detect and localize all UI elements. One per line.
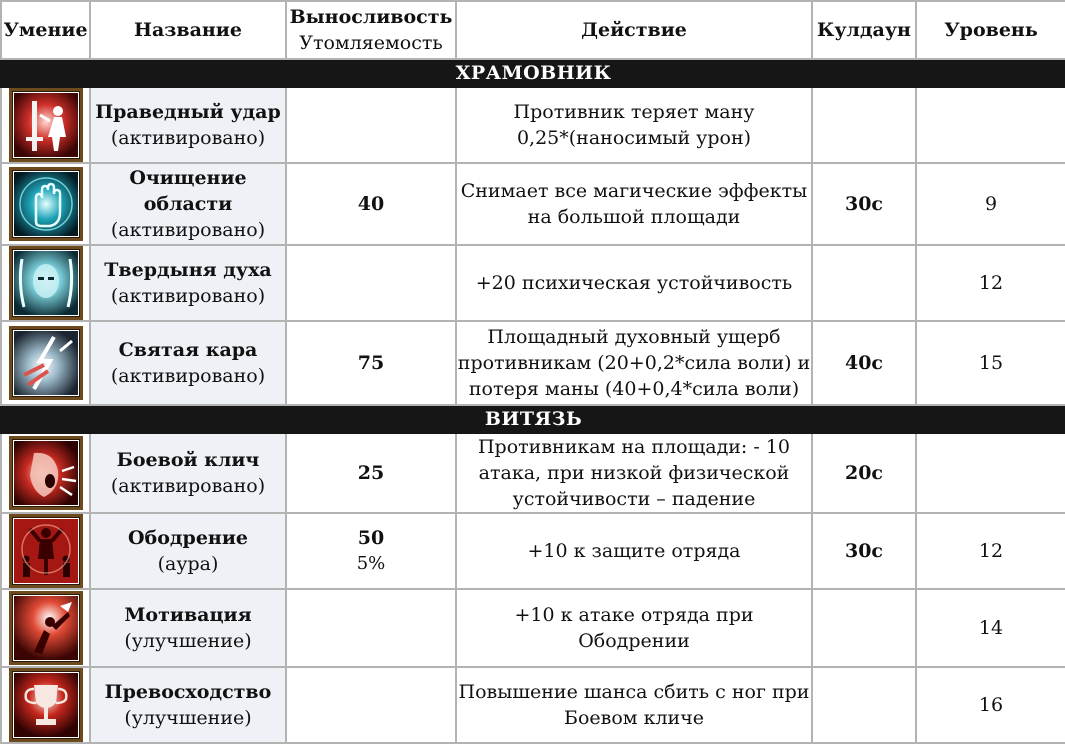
section-header-row [1, 59, 1065, 87]
skill-type: (активировано) [110, 365, 266, 387]
skill-name: Превосходство [104, 681, 272, 703]
section-title: ВИТЯЗЬ [1, 405, 1065, 433]
stamina-cell [286, 245, 456, 321]
stamina-cell [286, 589, 456, 667]
action-cell [456, 245, 812, 321]
skill-name: Твердыня духа [104, 259, 272, 281]
encouragement-icon [9, 514, 83, 588]
action-line: Площадный духовный ущерб [487, 326, 781, 348]
skill-name-cell [90, 321, 286, 405]
header-row [1, 1, 1065, 59]
level-cell: 12 [916, 245, 1065, 321]
table-row [1, 87, 1065, 163]
stamina-cell [286, 163, 456, 245]
skill-name: Мотивация [124, 604, 252, 626]
skill-icon-cell [1, 433, 90, 513]
action-line: потеря маны (40+0,4*сила воли) [468, 378, 800, 400]
stamina-value: 25 [357, 462, 385, 484]
table-row [1, 245, 1065, 321]
col-cooldown: Кулдаун [812, 1, 916, 59]
skill-name: Боевой клич [116, 449, 260, 471]
level-cell: 9 [916, 163, 1065, 245]
cooldown-cell [812, 589, 916, 667]
table-row [1, 433, 1065, 513]
level-cell [916, 87, 1065, 163]
skill-type: (активировано) [110, 127, 266, 149]
action-line: Противникам на площади: - 10 [477, 436, 791, 458]
col-fatigue-label: Утомляемость [299, 32, 443, 54]
stamina-cell [286, 87, 456, 163]
level-cell: 15 [916, 321, 1065, 405]
skill-icon-cell [1, 589, 90, 667]
spirit-fortress-icon [9, 246, 83, 320]
action-cell [456, 321, 812, 405]
skill-name: Ободрение [127, 527, 249, 549]
fatigue-value: 5% [356, 553, 386, 574]
action-cell [456, 589, 812, 667]
section-header-row [1, 405, 1065, 433]
motivation-icon [9, 591, 83, 665]
skill-type: (аура) [157, 553, 219, 575]
table-row [1, 163, 1065, 245]
righteous-strike-icon [9, 88, 83, 162]
action-cell [456, 667, 812, 743]
table-row [1, 513, 1065, 589]
stamina-value: 40 [357, 193, 385, 215]
col-level: Уровень [916, 1, 1065, 59]
action-cell [456, 513, 812, 589]
skill-icon-cell [1, 87, 90, 163]
skill-name-cell [90, 245, 286, 321]
skill-icon-cell [1, 513, 90, 589]
action-line: Боевом кличе [563, 707, 704, 729]
cooldown-cell [812, 667, 916, 743]
table-row [1, 667, 1065, 743]
action-line: атака, при низкой физической [478, 462, 790, 484]
col-stamina [286, 1, 456, 59]
skill-type: (активировано) [110, 285, 266, 307]
action-line: противникам (20+0,2*сила воли) и [457, 352, 811, 374]
action-cell [456, 87, 812, 163]
skill-name: Святая кара [118, 339, 258, 361]
action-line: +10 к атаке отряда при Ободрении [514, 604, 754, 652]
table-row [1, 321, 1065, 405]
level-cell: 14 [916, 589, 1065, 667]
stamina-value: 75 [357, 352, 385, 374]
skill-name-cell [90, 589, 286, 667]
skill-name: области [143, 193, 233, 215]
cooldown-cell [812, 87, 916, 163]
level-cell [916, 433, 1065, 513]
action-line: 0,25*(наносимый урон) [516, 127, 752, 149]
skill-name: Очищение [129, 167, 247, 189]
cooldown-cell: 30с [812, 163, 916, 245]
action-line: Снимает все магические эффекты [460, 180, 808, 202]
skill-icon-cell [1, 245, 90, 321]
superiority-icon [9, 668, 83, 742]
col-action: Действие [456, 1, 812, 59]
cooldown-cell: 20с [812, 433, 916, 513]
stamina-cell [286, 667, 456, 743]
skill-icon-cell [1, 321, 90, 405]
col-name: Название [90, 1, 286, 59]
action-line: устойчивости – падение [512, 488, 756, 510]
skill-name: Праведный удар [95, 101, 281, 123]
stamina-cell [286, 513, 456, 589]
stamina-cell [286, 321, 456, 405]
cooldown-cell: 40с [812, 321, 916, 405]
skill-name-cell [90, 163, 286, 245]
table-row [1, 589, 1065, 667]
action-line: +10 к защите отряда [527, 540, 741, 562]
cooldown-cell [812, 245, 916, 321]
action-line: Противник теряет ману [513, 101, 755, 123]
action-cell [456, 433, 812, 513]
action-line: на большой площади [527, 206, 741, 228]
action-line: Повышение шанса сбить с ног при [458, 681, 810, 703]
level-cell: 16 [916, 667, 1065, 743]
skill-name-cell [90, 667, 286, 743]
skill-type: (активировано) [110, 219, 266, 241]
action-line: +20 психическая устойчивость [475, 272, 793, 294]
stamina-value: 50 [357, 527, 385, 549]
skill-icon-cell [1, 163, 90, 245]
level-cell: 12 [916, 513, 1065, 589]
action-cell [456, 163, 812, 245]
skill-name-cell [90, 433, 286, 513]
skill-name-cell [90, 513, 286, 589]
skill-type: (активировано) [110, 475, 266, 497]
cooldown-cell: 30с [812, 513, 916, 589]
skill-type: (улучшение) [124, 630, 252, 652]
section-title: ХРАМОВНИК [1, 59, 1065, 87]
holy-smite-icon [9, 326, 83, 400]
stamina-cell [286, 433, 456, 513]
battle-cry-icon [9, 436, 83, 510]
area-cleanse-icon [9, 167, 83, 241]
skill-type: (улучшение) [124, 707, 252, 729]
skill-icon-cell [1, 667, 90, 743]
col-stamina-label: Выносливость [289, 6, 453, 28]
col-skill: Умение [1, 1, 90, 59]
skill-name-cell [90, 87, 286, 163]
